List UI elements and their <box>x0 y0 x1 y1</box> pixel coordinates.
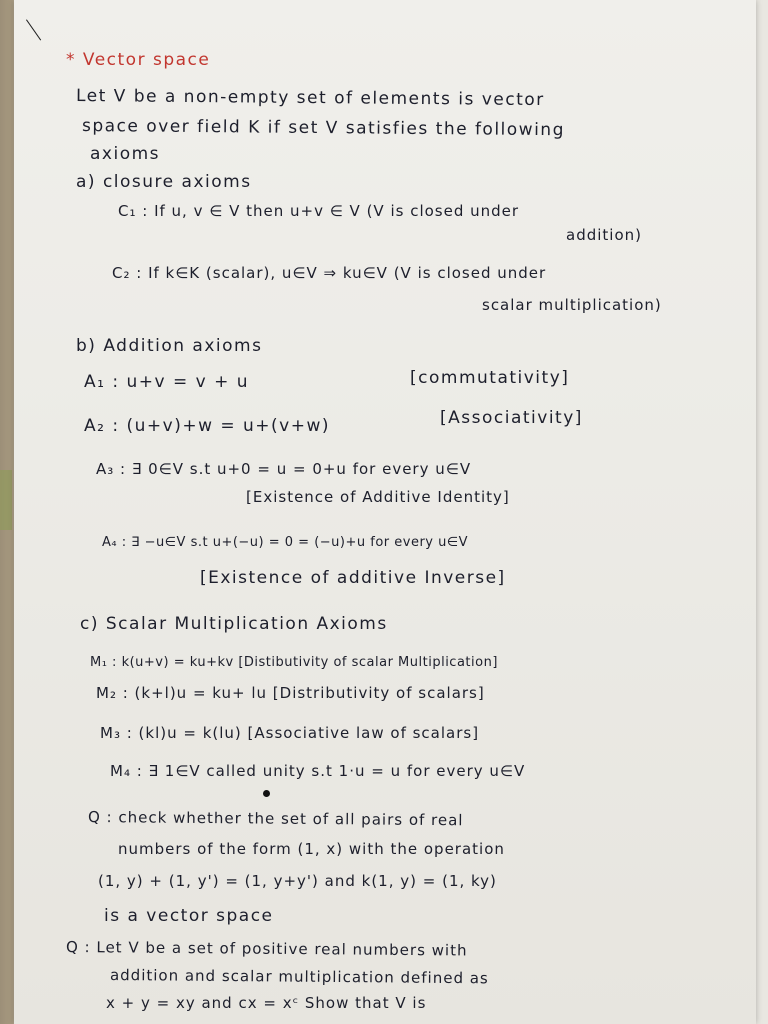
question-1-line-4: is a vector space <box>104 906 274 926</box>
axiom-a4-tag: [Existence of additive Inverse] <box>200 568 506 588</box>
axiom-m4: M₄ : ∃ 1∈V called unity s.t 1·u = u for every u∈V <box>110 762 526 780</box>
axiom-a2: A₂ : (u+v)+w = u+(v+w) <box>84 416 331 436</box>
question-2-line-1: Q : Let V be a set of positive real numbers with <box>65 938 468 960</box>
definition-line-3: axioms <box>90 144 161 164</box>
background-object <box>0 470 12 530</box>
section-b-heading: b) Addition axioms <box>76 336 263 356</box>
axiom-m1: M₁ : k(u+v) = ku+kv [Distibutivity of scalar Multiplication] <box>90 655 498 670</box>
axiom-m3: M₃ : (kl)u = k(lu) [Associative law of scalars] <box>100 724 480 742</box>
ink-dot <box>263 790 270 797</box>
definition-line-2: space over field K if set V satisfies the following <box>81 116 566 141</box>
section-a-heading: a) closure axioms <box>76 172 252 192</box>
question-2-line-2: addition and scalar multiplication defined as <box>109 966 489 988</box>
question-1-line-3: (1, y) + (1, y') = (1, y+y') and k(1, y) = (1, ky) <box>98 872 497 890</box>
question-1-line-1: Q : check whether the set of all pairs of real <box>87 808 464 830</box>
axiom-a3-tag: [Existence of Additive Identity] <box>246 488 510 506</box>
axiom-a4: A₄ : ∃ −u∈V s.t u+(−u) = 0 = (−u)+u for every u∈V <box>102 535 469 550</box>
axiom-c2: C₂ : If k∈K (scalar), u∈V ⇒ ku∈V (V is closed under <box>112 264 547 282</box>
question-2-line-3: x + y = xy and cx = xᶜ Show that V is <box>106 994 427 1012</box>
section-c-heading: c) Scalar Multiplication Axioms <box>80 614 388 634</box>
axiom-m2: M₂ : (k+l)u = ku+ lu [Distributivity of scalars] <box>96 684 485 702</box>
page-title: * Vector space <box>66 50 211 70</box>
axiom-c1: C₁ : If u, v ∈ V then u+v ∈ V (V is closed under <box>118 202 520 220</box>
definition-line-1: Let V be a non-empty set of elements is vector <box>75 86 545 111</box>
axiom-a2-tag: [Associativity] <box>440 408 583 428</box>
axiom-c1-cont: addition) <box>566 226 642 244</box>
axiom-a3: A₃ : ∃ 0∈V s.t u+0 = u = 0+u for every u∈V <box>96 460 472 478</box>
axiom-a1: A₁ : u+v = v + u <box>84 372 249 392</box>
axiom-c2-cont: scalar multiplication) <box>482 296 662 314</box>
axiom-a1-tag: [commutativity] <box>410 368 570 388</box>
question-1-line-2: numbers of the form (1, x) with the operation <box>118 840 505 858</box>
